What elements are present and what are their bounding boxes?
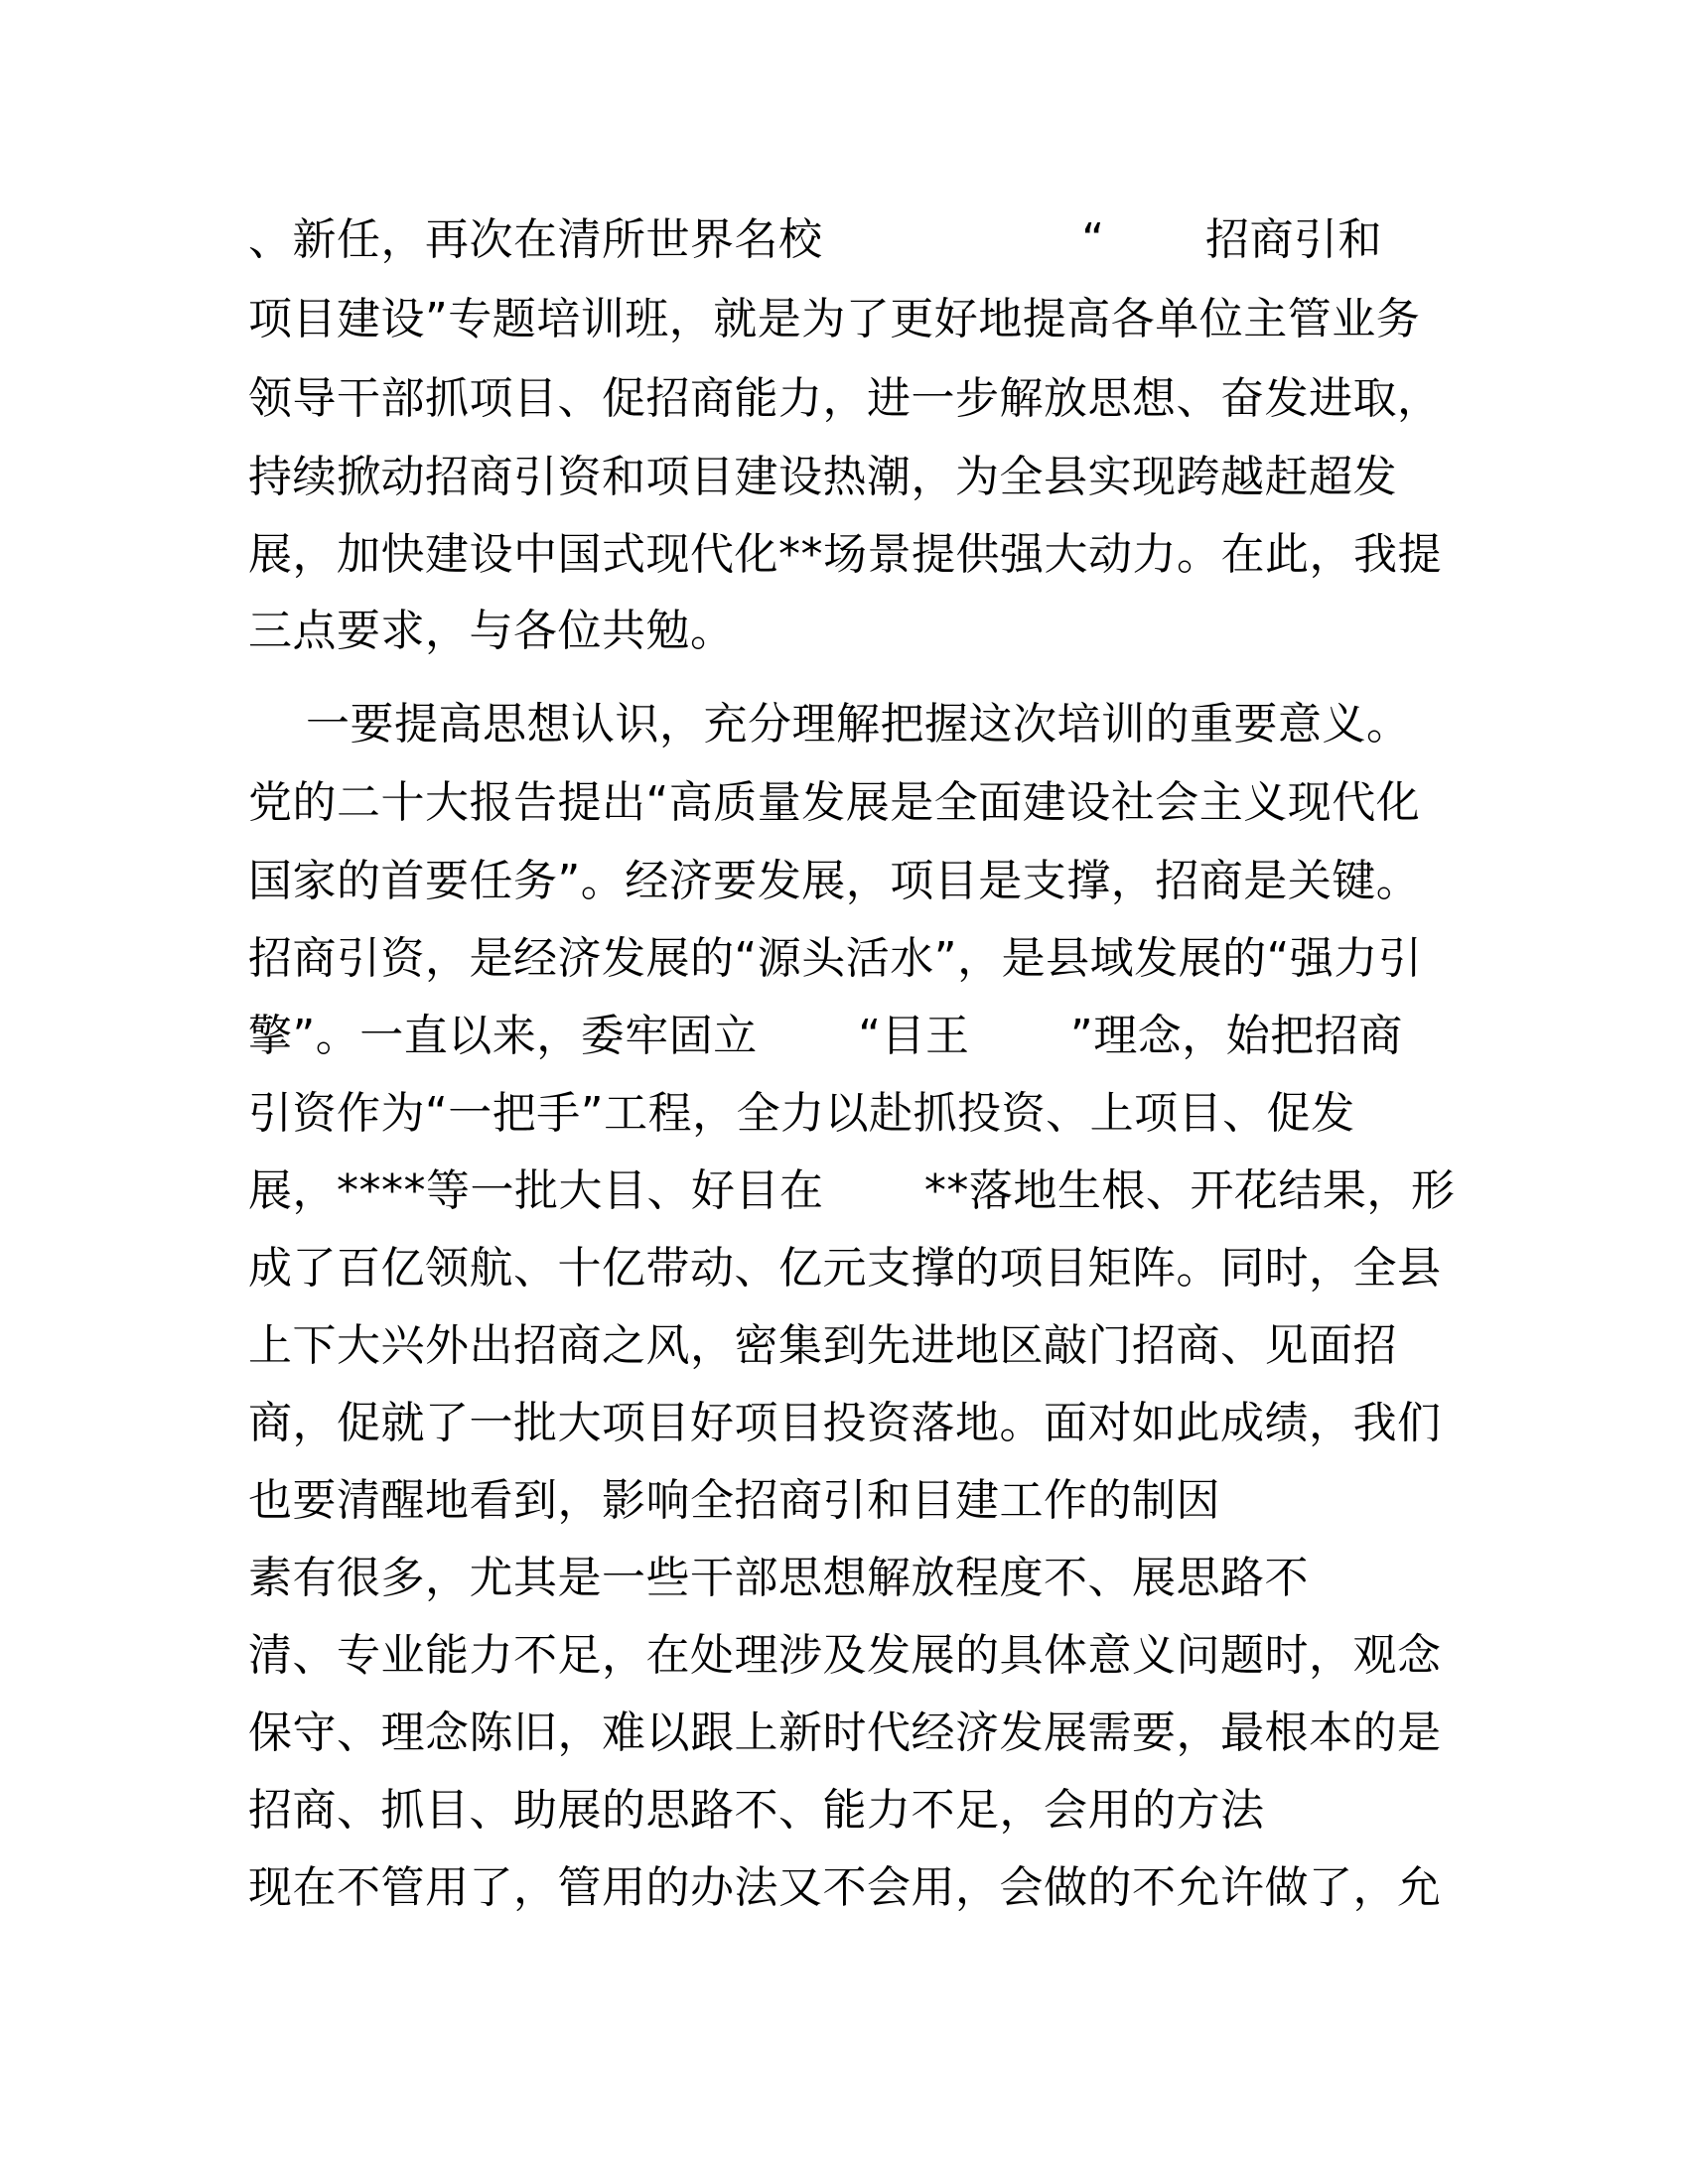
paragraph-line: 党的二十大报告提出“高质量发展是全面建设社会主义现代化 [248, 777, 1421, 828]
paragraph-line: 国家的首要任务”。经济要发展，项目是支撑，招商是关键。 [248, 856, 1421, 906]
paragraph-line: 、新任，再次在清所世界名校 “ 招商引和 [248, 214, 1382, 265]
paragraph-line: 引资作为“一把手”工程，全力以赴抓投资、上项目、促发 [248, 1088, 1355, 1139]
paragraph-line: 一要提高思想认识，充分理解把握这次培训的重要意义。 [248, 699, 1411, 750]
paragraph-line: 项目建设”专题培训班，就是为了更好地提高各单位主管业务 [248, 294, 1421, 344]
paragraph-line: 展，****等一批大目、好目在 **落地生根、开花结果，形 [248, 1165, 1456, 1216]
paragraph-line: 三点要求，与各位共勉。 [248, 606, 735, 656]
paragraph-line: 成了百亿领航、十亿带动、亿元支撑的项目矩阵。同时，全县 [248, 1243, 1442, 1294]
paragraph-line: 也要清醒地看到，影响全招商引和目建工作的制因 [248, 1475, 1220, 1526]
paragraph-line: 持续掀动招商引资和项目建设热潮，为全县实现跨越赶超发 [248, 452, 1397, 502]
paragraph-line: 领导干部抓项目、促招商能力，进一步解放思想、奋发进取， [248, 373, 1442, 424]
paragraph-line: 现在不管用了，管用的办法又不会用，会做的不允许做了，允 [248, 1862, 1442, 1913]
paragraph-line: 素有很多，尤其是一些干部思想解放程度不、展思路不 [248, 1553, 1309, 1603]
paragraph-line: 展，加快建设中国式现代化**场景提供强大动力。在此，我提 [248, 529, 1442, 580]
paragraph-line: 清、专业能力不足，在处理涉及发展的具体意义问题时，观念 [248, 1630, 1442, 1681]
paragraph-line: 擎”。一直以来，委牢固立 “目王 ”理念，始把招商 [248, 1011, 1403, 1061]
paragraph-line: 商，促就了一批大项目好项目投资落地。面对如此成绩，我们 [248, 1398, 1442, 1448]
paragraph-line: 保守、理念陈旧，难以跟上新时代经济发展需要，最根本的是 [248, 1707, 1442, 1758]
paragraph-line: 招商引资，是经济发展的“源头活水”，是县域发展的“强力引 [248, 933, 1423, 984]
paragraph-line: 招商、抓目、助展的思路不、能力不足，会用的方法 [248, 1785, 1265, 1836]
paragraph-line: 上下大兴外出招商之风，密集到先进地区敲门招商、见面招 [248, 1320, 1397, 1371]
